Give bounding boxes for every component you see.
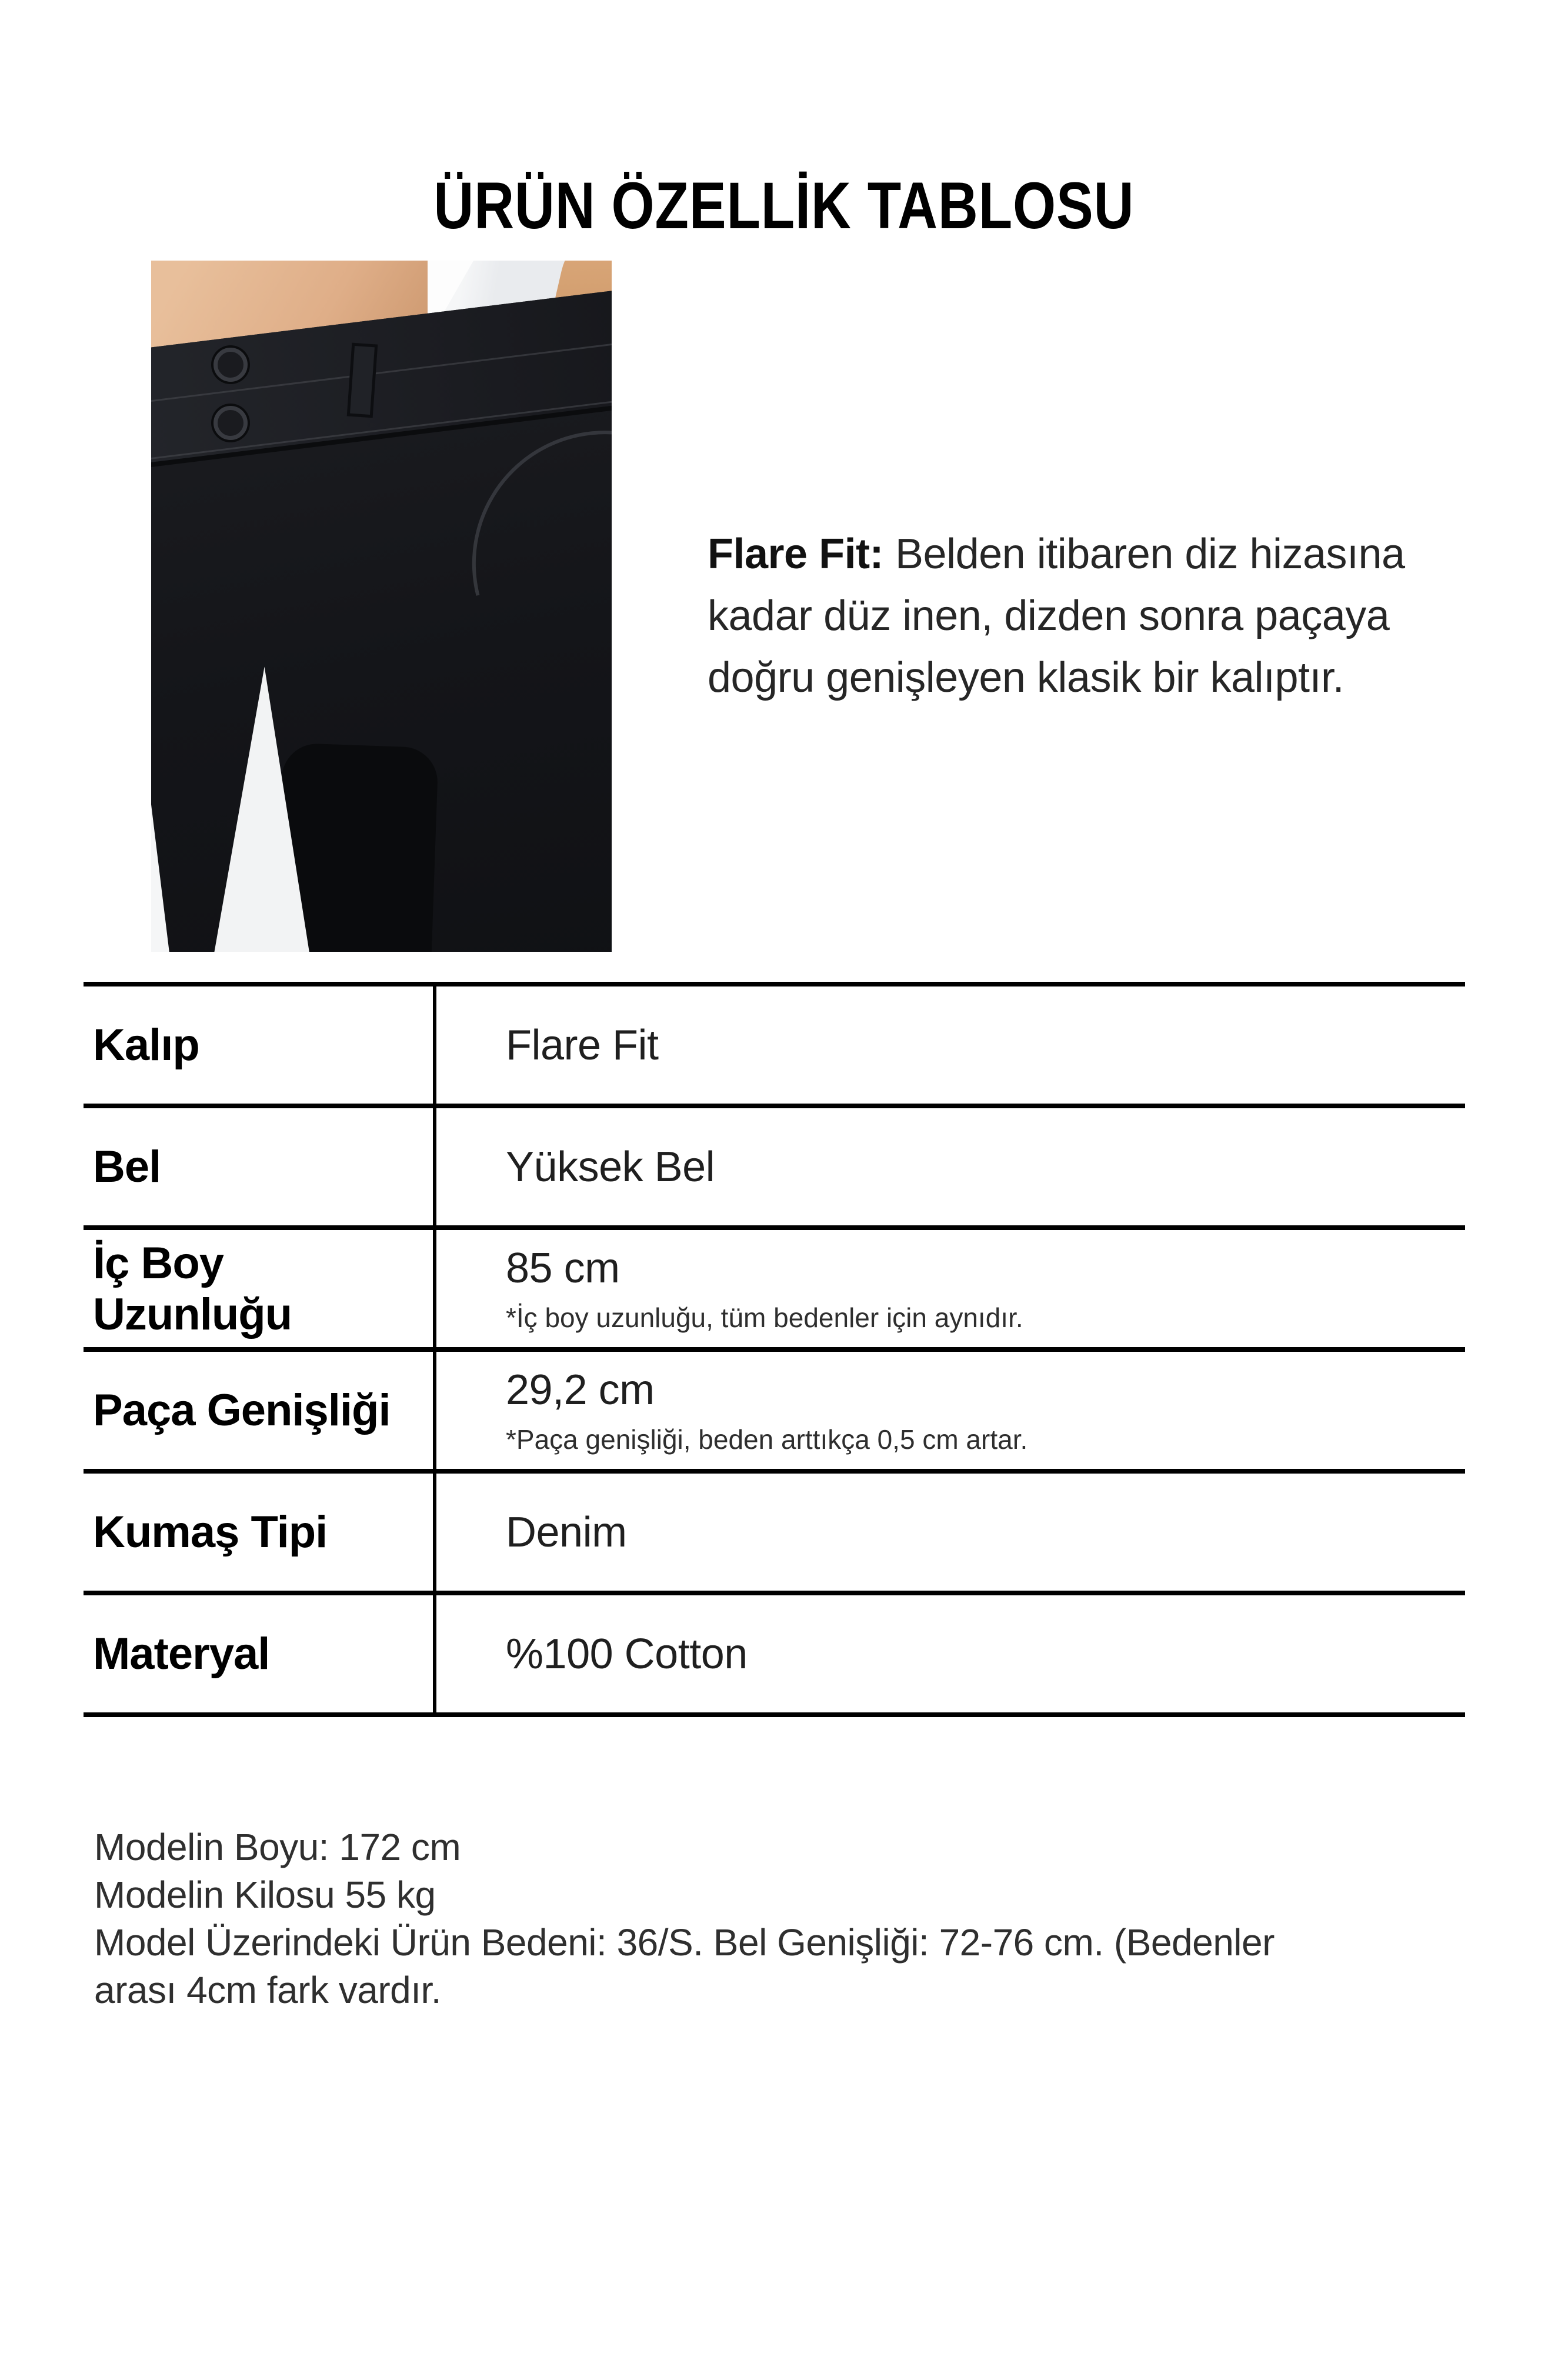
jeans-shape <box>151 281 612 952</box>
row-value: 85 cm <box>506 1244 620 1292</box>
row-value-cell <box>436 1108 1465 1225</box>
waist-button-top <box>213 348 248 382</box>
row-value-cell <box>436 1230 1465 1347</box>
page-title-text: ÜRÜN ÖZELLİK TABLOSU <box>433 169 1135 242</box>
product-photo <box>151 261 612 952</box>
row-value: %100 Cotton <box>506 1630 748 1678</box>
description-line: Flare Fit: Belden itibaren diz hizasına <box>708 531 1405 578</box>
table-row <box>84 1474 1465 1595</box>
pocket-curve <box>423 381 612 745</box>
row-value-cell <box>436 1595 1465 1712</box>
table-row <box>84 986 1465 1108</box>
row-note: *Paça genişliği, beden arttıkça 0,5 cm artar. <box>506 1424 1028 1455</box>
spec-table <box>84 982 1465 1717</box>
row-value: 29,2 cm <box>506 1366 655 1414</box>
description-bold-label: Flare Fit: <box>708 531 884 578</box>
footer-line: arası 4cm fark vardır. <box>94 1969 442 2011</box>
row-value-cell <box>436 1352 1465 1469</box>
row-label: Kumaş Tipi <box>93 1507 328 1557</box>
row-value: Yüksek Bel <box>506 1143 715 1191</box>
table-row <box>84 1595 1465 1712</box>
row-label: Materyal <box>93 1629 270 1679</box>
footer-line: Modelin Boyu: 172 cm <box>94 1826 461 1868</box>
row-value-cell <box>436 1474 1465 1591</box>
row-value: Flare Fit <box>506 1021 659 1069</box>
description-line: doğru genişleyen klasik bir kalıptır. <box>708 654 1345 701</box>
belt-loop-shape <box>346 343 378 418</box>
table-row <box>84 1108 1465 1230</box>
page-title <box>0 169 1568 242</box>
footer-line: Modelin Kilosu 55 kg <box>94 1874 436 1916</box>
table-row <box>84 1352 1465 1474</box>
fit-description <box>708 524 1496 709</box>
row-label: Paça Genişliği <box>93 1385 391 1435</box>
waist-button-bottom <box>213 406 248 440</box>
row-label: İç Boy Uzunluğu <box>93 1238 292 1339</box>
row-value-cell <box>436 986 1465 1104</box>
row-value: Denim <box>506 1508 627 1556</box>
table-row <box>84 1230 1465 1352</box>
description-line: kadar düz inen, dizden sonra paçaya <box>708 592 1390 639</box>
row-label: Kalıp <box>93 1020 199 1070</box>
footer-line: Model Üzerindeki Ürün Bedeni: 36/S. Bel Genişliği: 72-76 cm. (Bedenler <box>94 1921 1275 1964</box>
model-info-note <box>94 1824 1482 2014</box>
row-note: *İç boy uzunluğu, tüm bedenler için aynıdır. <box>506 1302 1023 1333</box>
row-label: Bel <box>93 1142 161 1192</box>
